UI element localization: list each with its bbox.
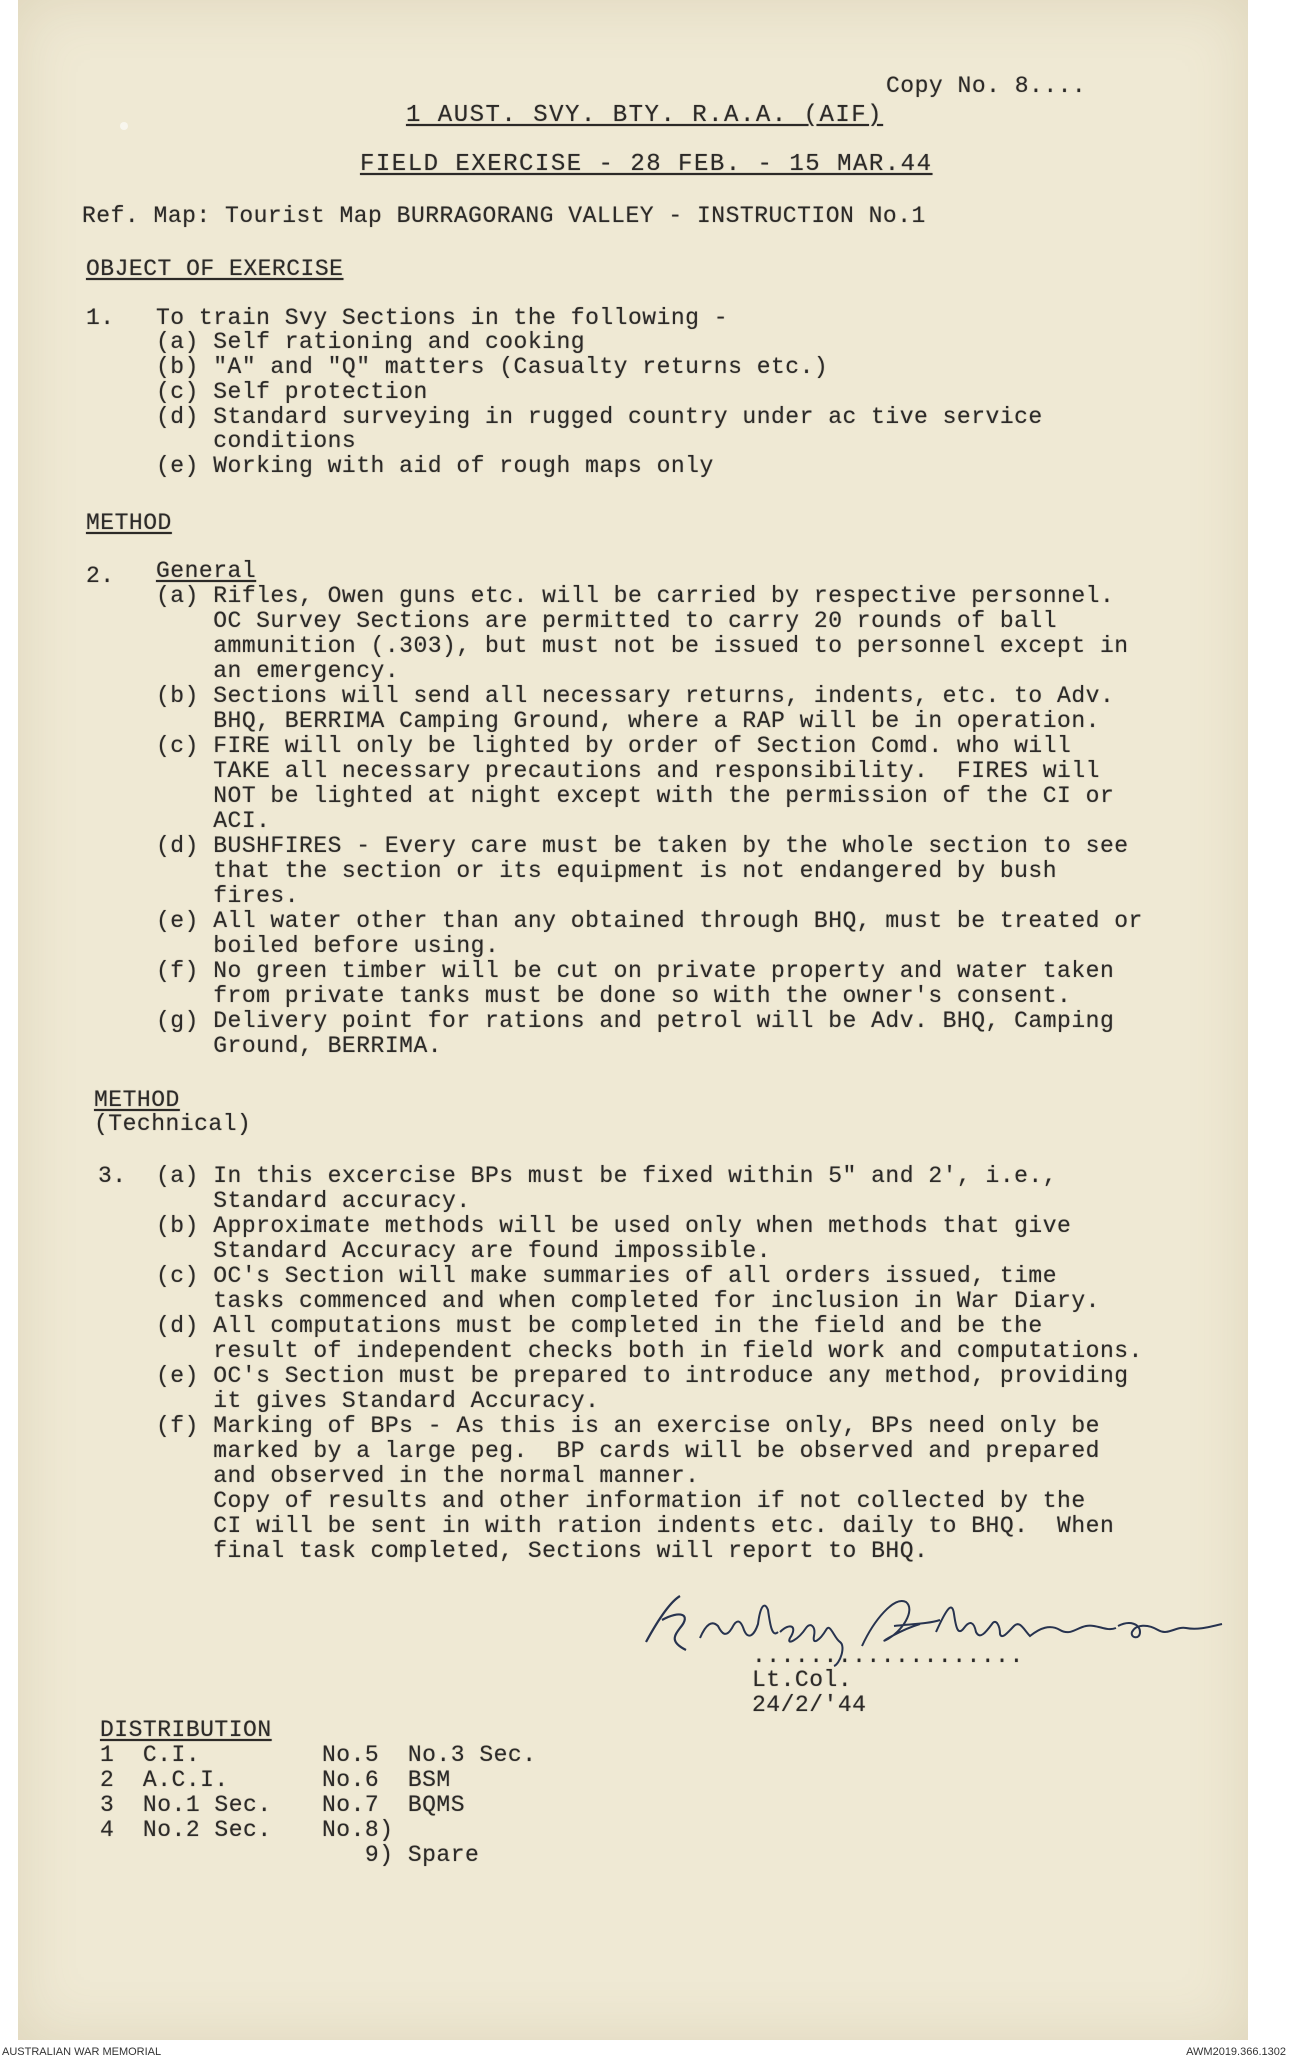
- list-line: an emergency.: [156, 658, 400, 684]
- method-heading: METHOD: [86, 510, 172, 536]
- object-intro: To train Svy Sections in the following -: [156, 305, 729, 331]
- list-item: (d) Standard surveying in rugged country under ac tive service: [156, 404, 1043, 430]
- list-line: (a) Rifles, Owen guns etc. will be carried by respective personnel.: [156, 583, 1115, 609]
- section-number: 2.: [86, 563, 115, 589]
- distribution-item: 2 A.C.I.: [100, 1767, 229, 1793]
- list-line: (c) OC's Section will make summaries of all orders issued, time: [156, 1263, 1058, 1289]
- list-line: (f) No green timber will be cut on private property and water taken: [156, 958, 1115, 984]
- list-line: CI will be sent in with ration indents etc. daily to BHQ. When: [156, 1513, 1115, 1539]
- list-line: (d) BUSHFIRES - Every care must be taken by the whole section to see: [156, 833, 1129, 859]
- list-item: (b) "A" and "Q" matters (Casualty returns etc.): [156, 354, 829, 380]
- section-number: 1.: [86, 305, 115, 331]
- list-item: (a) Self rationing and cooking: [156, 329, 586, 355]
- list-line: Copy of results and other information if not collected by the: [156, 1488, 1086, 1514]
- object-heading: OBJECT OF EXERCISE: [86, 256, 344, 282]
- list-line: (e) All water other than any obtained through BHQ, must be treated or: [156, 908, 1143, 934]
- general-subheading: General: [156, 558, 257, 584]
- list-line: marked by a large peg. BP cards will be observed and prepared: [156, 1438, 1100, 1464]
- list-item: (c) Self protection: [156, 379, 428, 405]
- paper-speck: [120, 122, 128, 130]
- footer-accession-number: AWM2019.366.1302: [1186, 2046, 1286, 2058]
- reference-map: Ref. Map: Tourist Map BURRAGORANG VALLEY - INSTRUCTION No.1: [82, 203, 926, 229]
- list-line: OC Survey Sections are permitted to carry 20 rounds of ball: [156, 608, 1058, 634]
- list-line: (d) All computations must be completed in the field and be the: [156, 1313, 1043, 1339]
- list-line: (g) Delivery point for rations and petrol will be Adv. BHQ, Camping: [156, 1008, 1115, 1034]
- list-line: (a) In this excercise BPs must be fixed within 5" and 2', i.e.,: [156, 1163, 1058, 1189]
- distribution-item: 3 No.1 Sec.: [100, 1792, 272, 1818]
- signature-rank: Lt.Col.: [752, 1667, 853, 1693]
- distribution-item: 1 C.I.: [100, 1742, 201, 1768]
- list-line: (e) OC's Section must be prepared to introduce any method, providing: [156, 1363, 1129, 1389]
- distribution-item: No.7 BQMS: [322, 1792, 466, 1818]
- list-line: TAKE all necessary precautions and responsibility. FIRES will: [156, 758, 1100, 784]
- list-item: (e) Working with aid of rough maps only: [156, 453, 714, 479]
- technical-heading: METHOD: [94, 1087, 180, 1113]
- signature-date: 24/2/'44: [752, 1692, 867, 1718]
- list-line: from private tanks must be done so with the owner's consent.: [156, 983, 1072, 1009]
- list-line: (f) Marking of BPs - As this is an exercise only, BPs need only be: [156, 1413, 1100, 1439]
- list-line: (b) Sections will send all necessary returns, indents, etc. to Adv.: [156, 683, 1115, 709]
- distribution-heading: DISTRIBUTION: [100, 1717, 272, 1743]
- exercise-title: FIELD EXERCISE - 28 FEB. - 15 MAR.44: [360, 151, 933, 178]
- list-item: conditions: [156, 428, 357, 454]
- list-line: NOT be lighted at night except with the permission of the CI or: [156, 783, 1115, 809]
- copy-number: Copy No. 8....: [886, 73, 1087, 99]
- list-line: Standard accuracy.: [156, 1188, 471, 1214]
- technical-subheading: (Technical): [94, 1111, 252, 1137]
- list-line: that the section or its equipment is not endangered by bush: [156, 858, 1058, 884]
- list-line: fires.: [156, 883, 300, 909]
- list-line: BHQ, BERRIMA Camping Ground, where a RAP will be in operation.: [156, 708, 1100, 734]
- distribution-item: No.8): [322, 1817, 394, 1843]
- list-line: (c) FIRE will only be lighted by order of Section Comd. who will: [156, 733, 1072, 759]
- distribution-item: 9) Spare: [322, 1842, 480, 1868]
- list-line: (b) Approximate methods will be used only when methods that give: [156, 1213, 1072, 1239]
- unit-title: 1 AUST. SVY. BTY. R.A.A. (AIF): [406, 102, 884, 129]
- list-line: ACI.: [156, 808, 271, 834]
- section-number: 3.: [98, 1163, 127, 1189]
- list-line: Standard Accuracy are found impossible.: [156, 1238, 771, 1264]
- list-line: ammunition (.303), but must not be issued to personnel except in: [156, 633, 1129, 659]
- list-line: and observed in the normal manner.: [156, 1463, 700, 1489]
- distribution-item: No.6 BSM: [322, 1767, 451, 1793]
- footer-archive-name: AUSTRALIAN WAR MEMORIAL: [2, 2046, 162, 2058]
- signature-dots: ...................: [752, 1643, 1024, 1669]
- distribution-item: No.5 No.3 Sec.: [322, 1742, 537, 1768]
- list-line: it gives Standard Accuracy.: [156, 1388, 600, 1414]
- list-line: tasks commenced and when completed for inclusion in War Diary.: [156, 1288, 1100, 1314]
- list-line: result of independent checks both in field work and computations.: [156, 1338, 1143, 1364]
- list-line: boiled before using.: [156, 933, 500, 959]
- distribution-item: 4 No.2 Sec.: [100, 1817, 272, 1843]
- list-line: Ground, BERRIMA.: [156, 1033, 443, 1059]
- list-line: final task completed, Sections will report to BHQ.: [156, 1538, 929, 1564]
